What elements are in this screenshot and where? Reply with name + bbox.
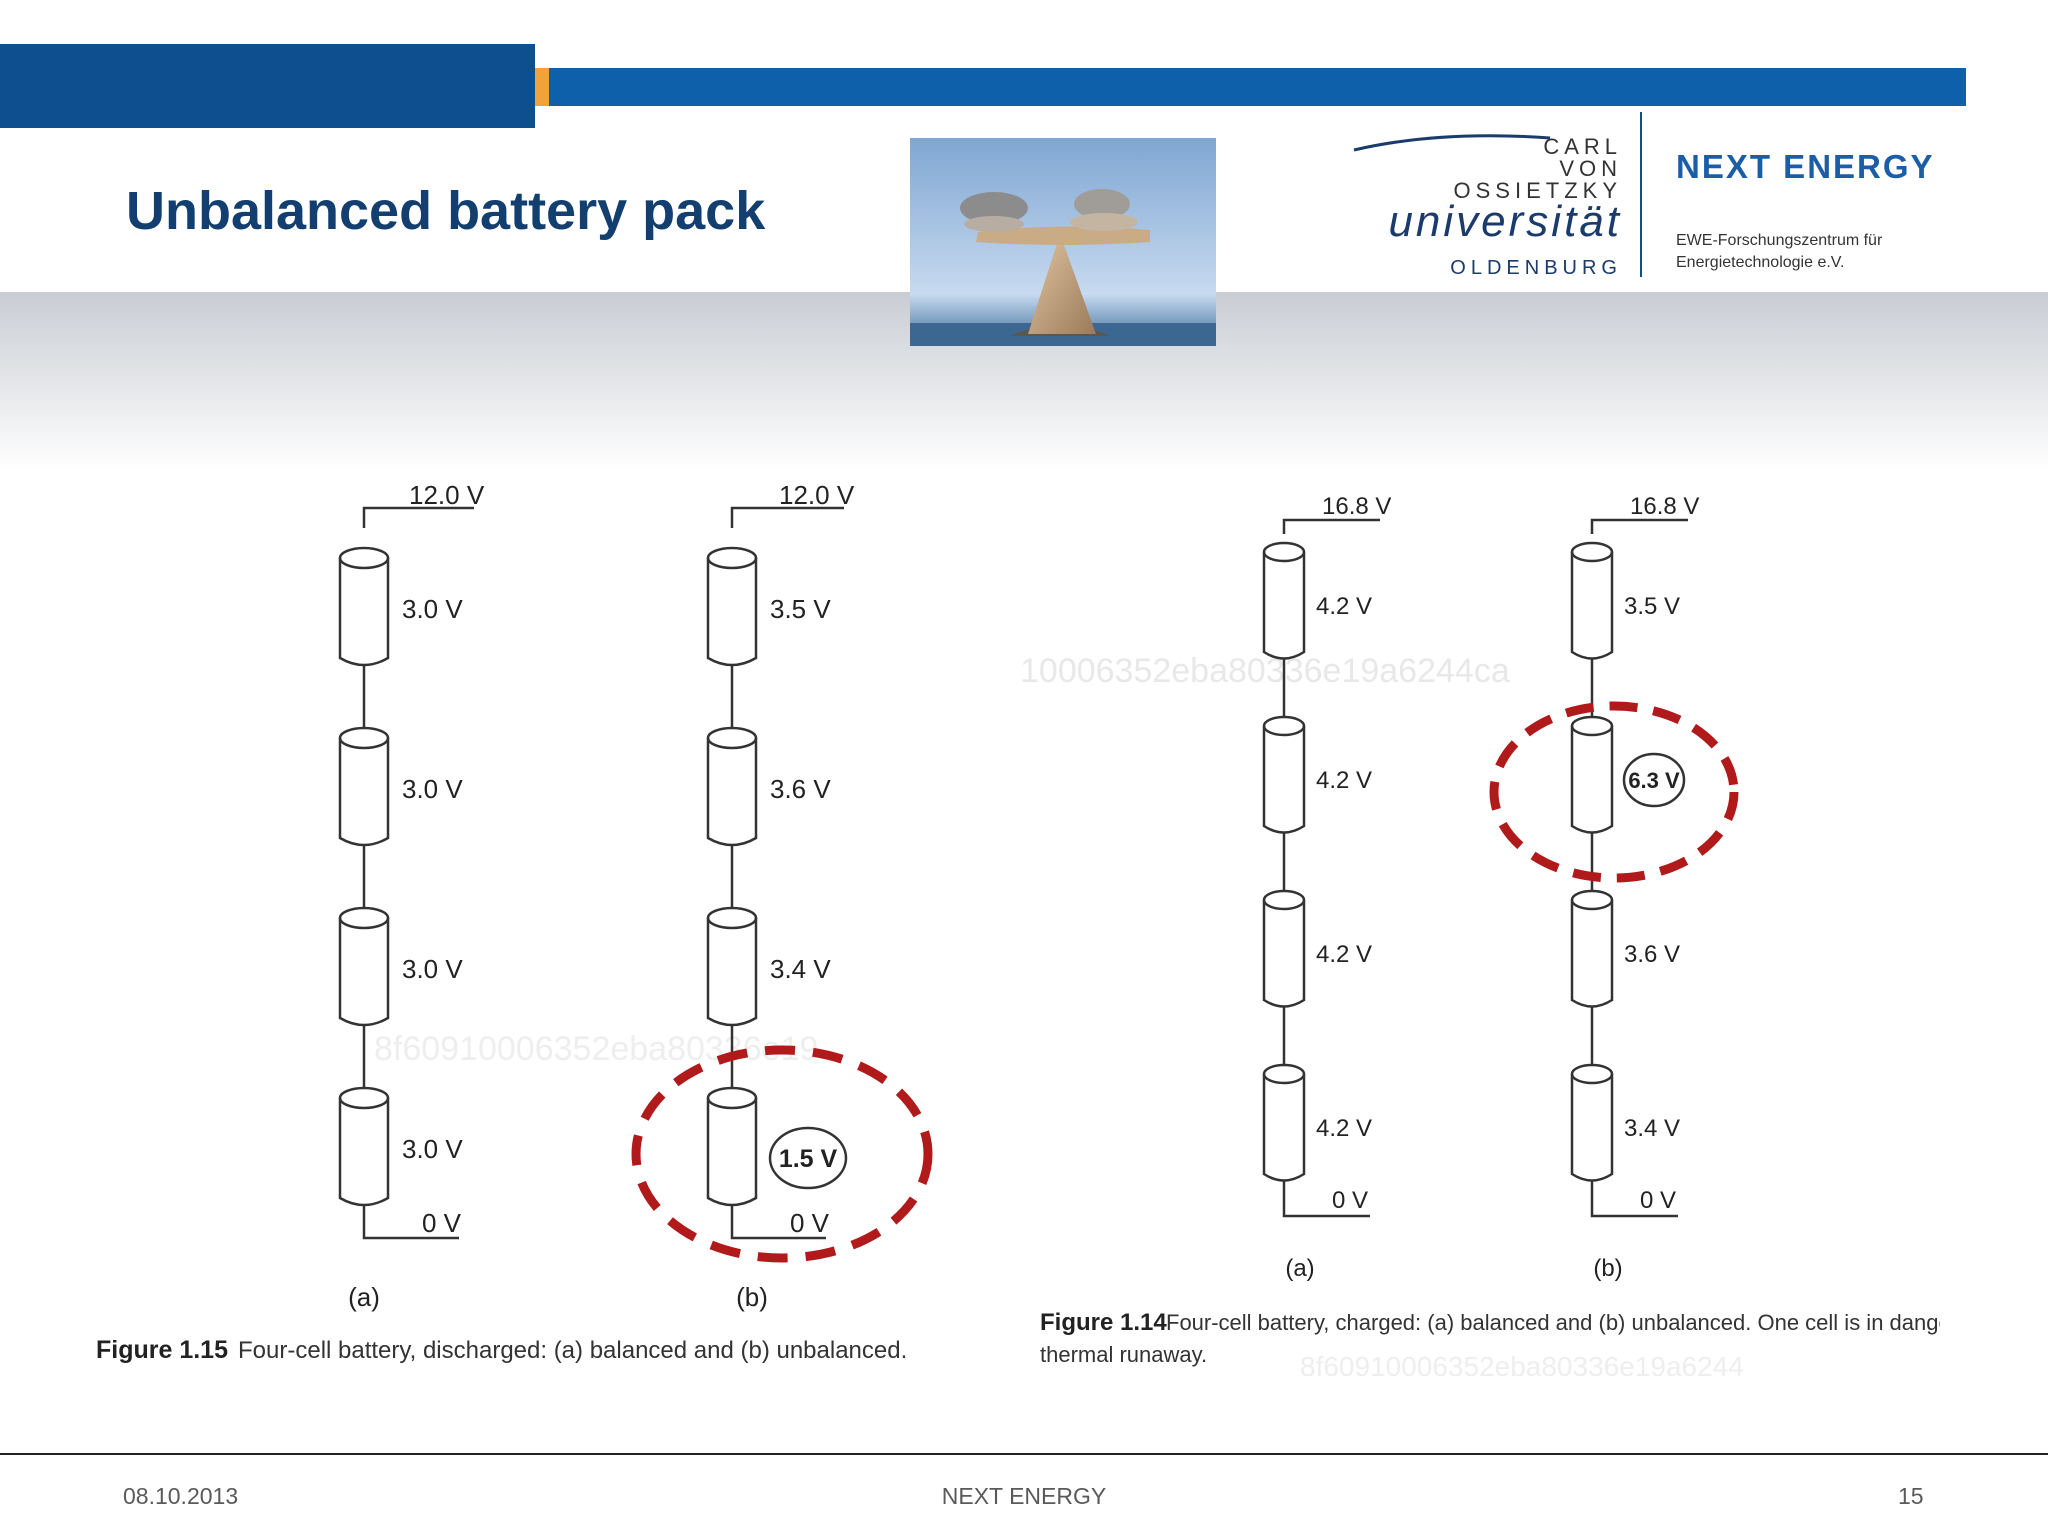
- figure-caption-text-line-2: thermal runaway.: [1040, 1342, 1208, 1367]
- top-voltage-label: 12.0 V: [409, 480, 485, 510]
- cell-voltage-label: 3.4 V: [770, 954, 831, 984]
- watermark-text: 10006352eba80336e19a6244ca: [1020, 652, 1510, 690]
- uni-logo-line-3: OSSIETZKY: [1453, 178, 1622, 203]
- cell-voltage-label: 1.5 V: [778, 1145, 838, 1173]
- cell-voltage-label: 3.0 V: [402, 954, 463, 984]
- bottom-voltage-label: 0 V: [1640, 1187, 1677, 1214]
- cell-voltage-label: 3.0 V: [402, 774, 463, 804]
- cell-voltage-label: 3.5 V: [770, 594, 831, 624]
- uni-logo-line-1: CARL: [1543, 134, 1622, 159]
- uni-logo-line-2: VON: [1559, 156, 1622, 181]
- header-bar-light: [549, 68, 1966, 106]
- figure-charged: [1000, 468, 1940, 1398]
- top-voltage-label: 16.8 V: [1322, 493, 1392, 520]
- balance-stones-image: [910, 138, 1216, 346]
- top-voltage-label: 16.8 V: [1630, 493, 1700, 520]
- cell-voltage-label: 3.6 V: [770, 774, 831, 804]
- footer-rule: [0, 1453, 2048, 1455]
- bottom-voltage-label: 0 V: [790, 1208, 830, 1238]
- figure-caption-number: Figure 1.15: [96, 1336, 228, 1364]
- logo-divider: [1640, 112, 1642, 277]
- bottom-voltage-label: 0 V: [1332, 1187, 1369, 1214]
- cell-voltage-label: 4.2 V: [1316, 767, 1373, 794]
- figure-caption-number: Figure 1.14: [1040, 1309, 1167, 1336]
- column-label-a: (a): [348, 1282, 380, 1312]
- figure-caption-text: Four-cell battery, discharged: (a) balanced and (b) unbalanced.: [238, 1337, 908, 1364]
- next-energy-logo-subtitle-1: EWE-Forschungszentrum für: [1676, 232, 1883, 249]
- figure-caption-text: Four-cell battery, charged: (a) balanced and (b) unbalanced. One cell is in danger of: [1166, 1310, 1940, 1335]
- footer-organization: NEXT ENERGY: [941, 1483, 1107, 1509]
- footer-date: 08.10.2013: [123, 1483, 239, 1509]
- header-bar-dark: [0, 44, 535, 128]
- cell-voltage-label: 3.5 V: [1624, 593, 1681, 620]
- page-number: 15: [1898, 1483, 1924, 1509]
- figure-discharged: [64, 468, 964, 1398]
- top-voltage-label: 12.0 V: [779, 480, 855, 510]
- watermark-text: 8f60910006352eba80336e19: [374, 1030, 819, 1068]
- cell-voltage-label: 6.3 V: [1628, 768, 1680, 793]
- cell-voltage-label: 4.2 V: [1316, 1115, 1373, 1142]
- column-label-b: (b): [736, 1282, 768, 1312]
- column-label-b: (b): [1593, 1255, 1623, 1282]
- uni-logo-line-4: universität: [1388, 197, 1622, 246]
- cell-voltage-label: 3.6 V: [1624, 941, 1681, 968]
- header-bar-accent: [535, 68, 549, 106]
- bottom-voltage-label: 0 V: [422, 1208, 462, 1238]
- cell-voltage-label: 3.4 V: [1624, 1115, 1681, 1142]
- watermark-text: 8f60910006352eba80336e19a6244: [1300, 1351, 1744, 1382]
- university-oldenburg-logo: [1350, 130, 1630, 282]
- next-energy-logo-name: NEXT ENERGY: [1676, 148, 1935, 185]
- column-label-a: (a): [1285, 1255, 1315, 1282]
- cell-voltage-label: 3.0 V: [402, 594, 463, 624]
- next-energy-logo-subtitle-2: Energietechnologie e.V.: [1676, 254, 1845, 271]
- cell-voltage-label: 4.2 V: [1316, 593, 1373, 620]
- cell-voltage-label: 4.2 V: [1316, 941, 1373, 968]
- slide-title: Unbalanced battery pack: [126, 181, 766, 241]
- uni-logo-line-5: OLDENBURG: [1450, 257, 1622, 279]
- cell-voltage-label: 3.0 V: [402, 1134, 463, 1164]
